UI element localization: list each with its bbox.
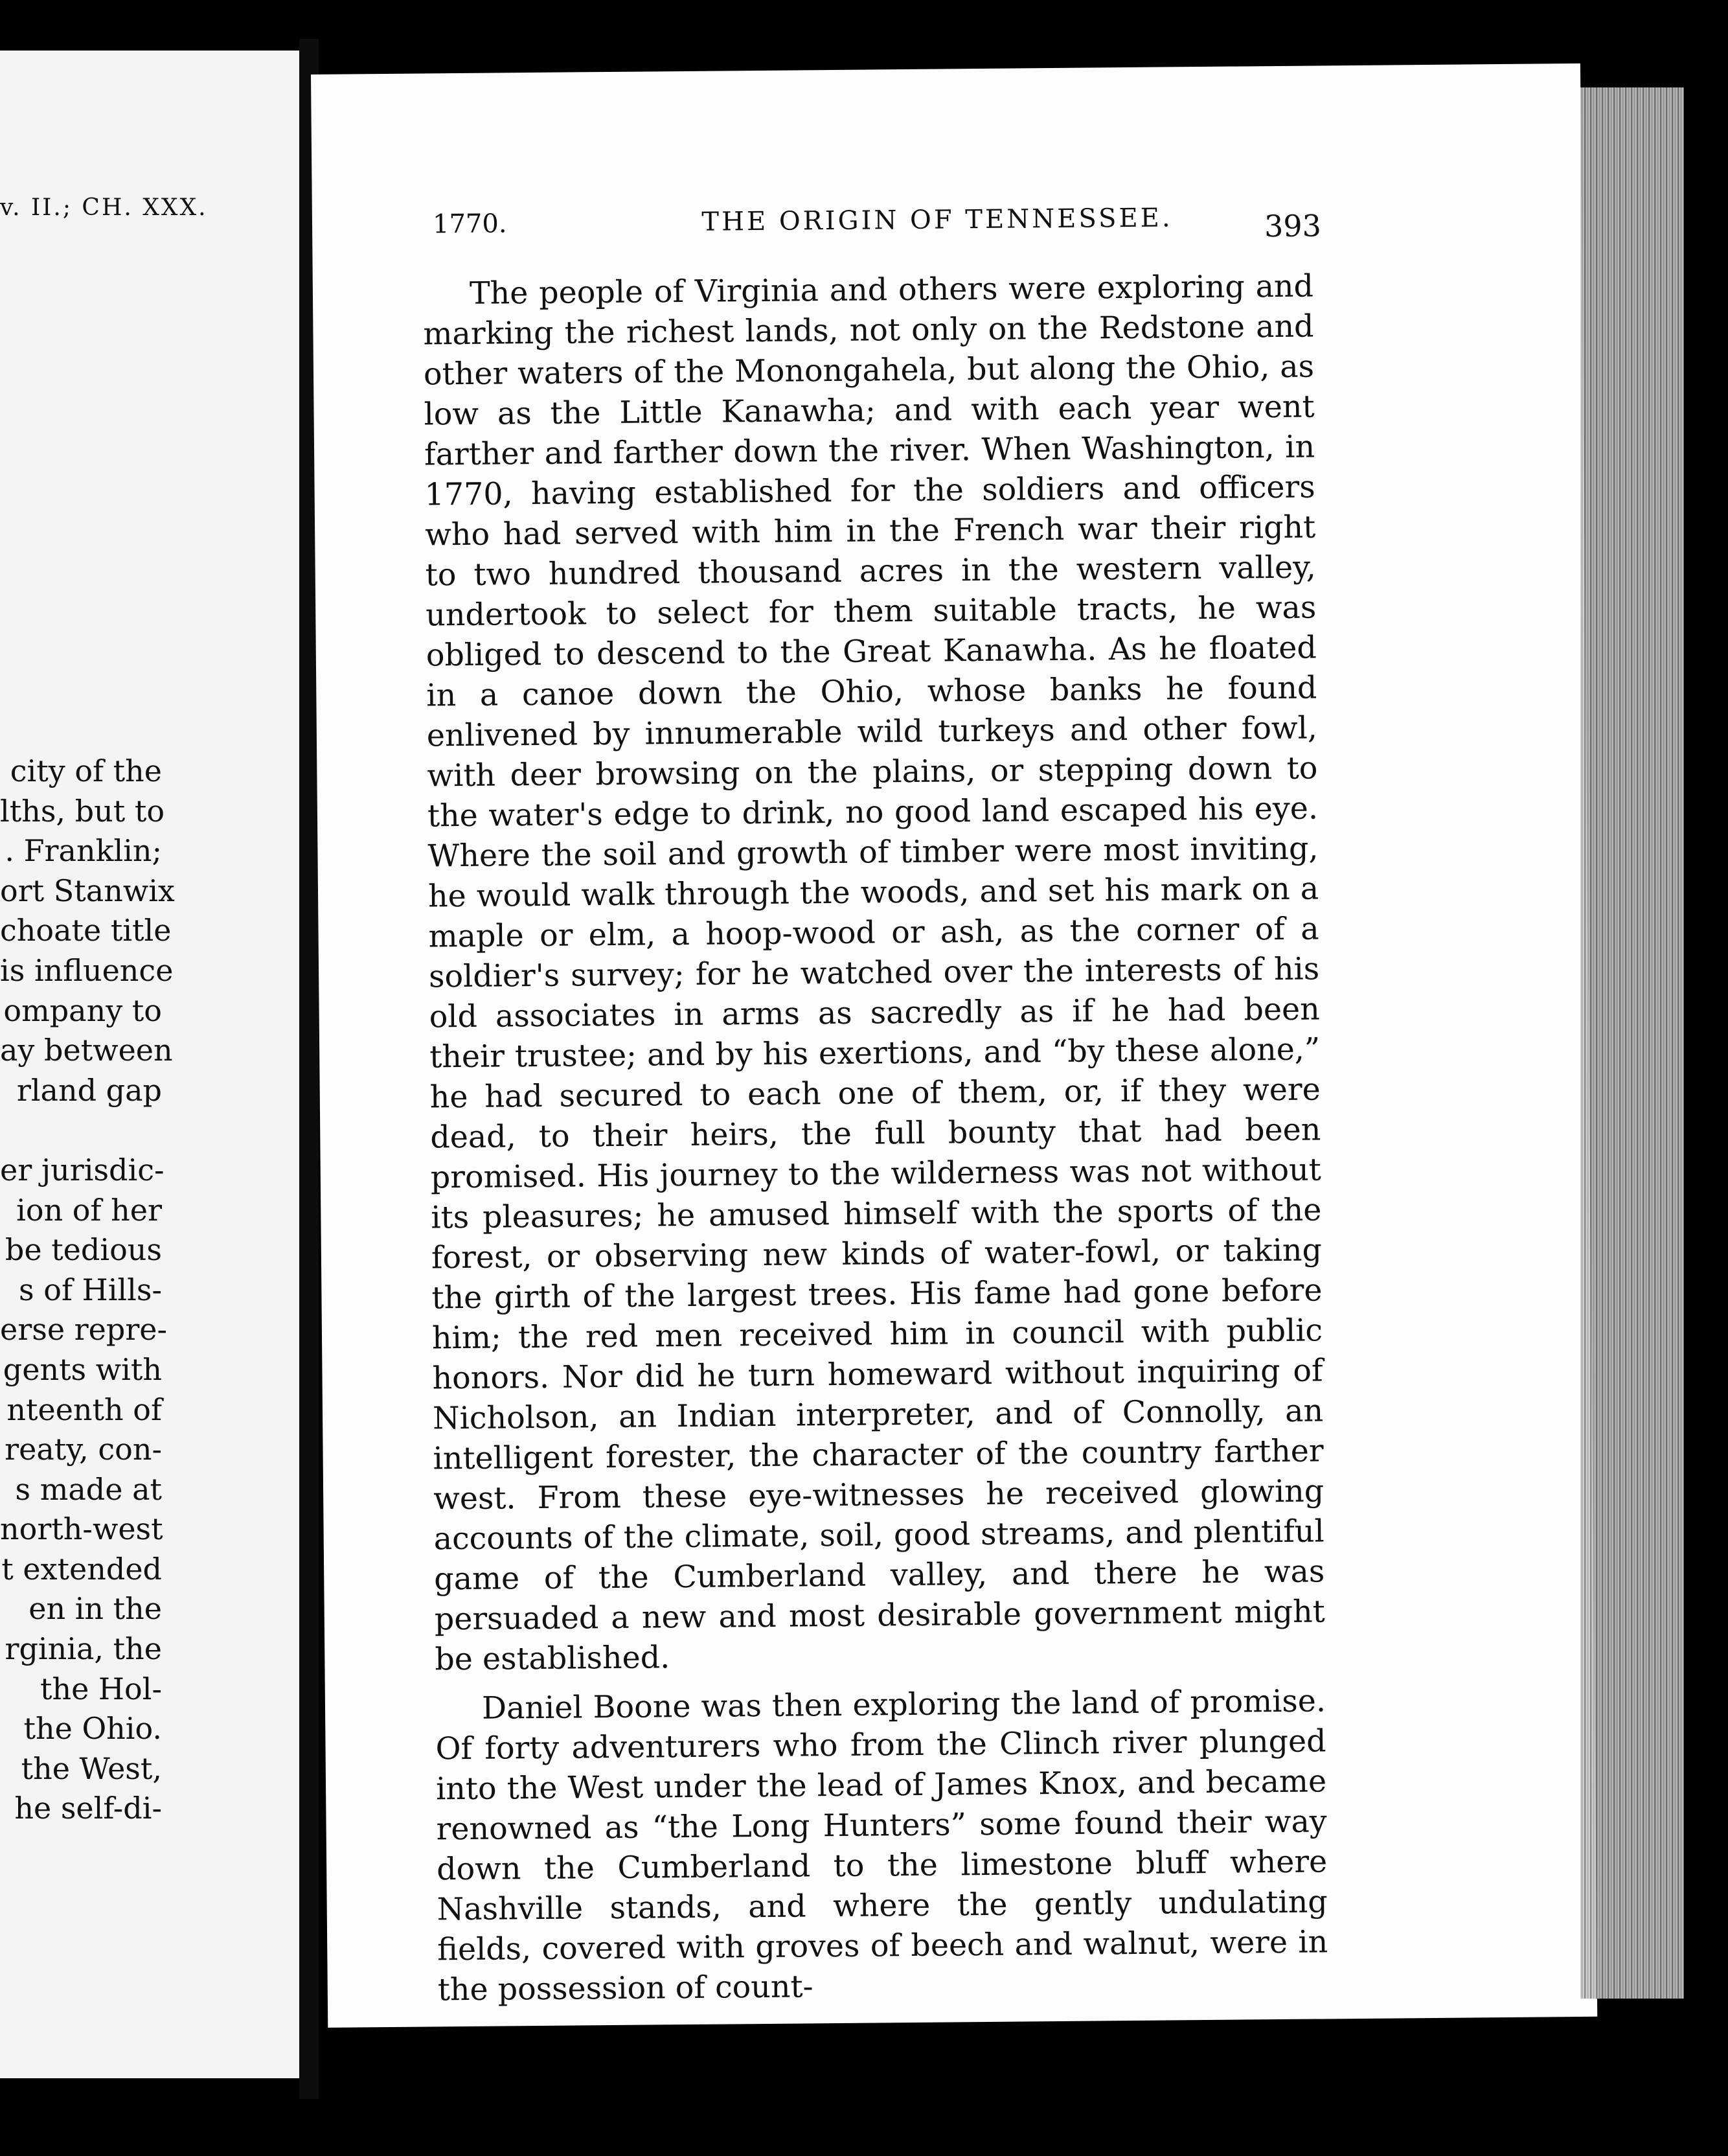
left-page-line: is influence	[0, 952, 174, 988]
left-page-line: ay between	[0, 1033, 173, 1068]
left-page-line: erse repre-	[0, 1312, 168, 1348]
paragraph-2: Daniel Boone was then exploring the land of promise. Of forty adventurers who from the Clinch river plunged into the West under the lead of James Knox, and became renowned as “the Long Hunters” some found their way down the Cumberland to the limestone bluff where Nashville stands, and where the gently undulating fields, covered with groves of beech and walnut, were in the possession of count-	[435, 1683, 1328, 2008]
left-page-line: . Franklin;	[5, 833, 162, 869]
left-page	[0, 51, 311, 2078]
body-text	[423, 267, 1328, 2011]
page-title: THE ORIGIN OF TENNESSEE.	[701, 203, 1173, 237]
left-page-line: choate title	[0, 913, 172, 948]
page-edge-stack	[1580, 87, 1684, 1999]
running-head	[312, 200, 1582, 256]
left-page-line: nteenth of	[6, 1392, 162, 1427]
left-page-line: north-west	[0, 1511, 163, 1547]
left-page-line: ompany to	[3, 992, 162, 1028]
left-page-line: s made at	[15, 1471, 162, 1507]
left-page-line: er jurisdic-	[0, 1152, 165, 1187]
right-page	[311, 63, 1597, 2028]
left-page-line: the West,	[21, 1750, 162, 1786]
left-page-line: gents with	[3, 1351, 162, 1387]
page-number: 393	[1264, 208, 1322, 244]
paragraph-1: The people of Virginia and others were exploring and marking the richest lands, not only on the Redstone and other waters of the Monongahela, but along the Ohio, as low as the Little Kanawha; and with each year went farther and farther down the river. When Washington, in 1770, having established for the soldiers and officers who had served with him in the French war their right to two hundred thousand acres in the western valley, undertook to select for them suitable tracts, he was obliged to descend to the Great Kanawha. As he floated in a canoe down the Ohio, whose banks he found enlivened by innumerable wild turkeys and other fowl, with deer browsing on the plains, or stepping down to the water's edge to drink, no good land escaped his eye. Where the soil and growth of timber were most inviting, he would walk through the woods, and set his mark on a maple or elm, a hoop-wood or ash, as the corner of a soldier's survey; for he watched over the interests of his old associates in arms as sacredly as if he had been their trustee; and by his exertions, and “by these alone,” he had secured to each one of them, or, if they were dead, to their heirs, the full bounty that had been promised. His journey to the wilderness was not without its pleasures; he amused himself with the sports of the forest, or observing new kinds of water-fowl, or taking the girth of the largest trees. His fame had gone before him; the red men received him in council with public honors. Nor did he turn homeward without inquiring of Nicholson, an Indian interpreter, and of Connolly, an intelligent forester, the character of the country farther west. From these eye-witnesses he received glowing accounts of the climate, soil, good streams, and plentiful game of the Cumberland valley, and there he was persuaded a new and most desirable government might be established.	[423, 268, 1326, 1678]
left-page-line: city of the	[10, 753, 162, 788]
left-page-line: he self-di-	[14, 1791, 162, 1826]
left-page-line: ion of her	[16, 1192, 162, 1228]
left-page-line	[0, 1110, 162, 1151]
left-page-line: reaty, con-	[5, 1432, 162, 1467]
left-page-line: the Ohio.	[23, 1711, 162, 1747]
left-running-head: v. II.; CH. XXX.	[0, 194, 208, 221]
left-page-line: en in the	[28, 1591, 162, 1627]
left-page-text	[0, 751, 175, 1829]
left-page-line: lths, but to	[0, 793, 165, 829]
left-page-line: ort Stanwix	[0, 873, 175, 908]
left-page-line: rland gap	[16, 1072, 162, 1108]
left-page-line: t extended	[1, 1551, 162, 1587]
left-page-line: the Hol-	[40, 1671, 162, 1706]
left-page-line: be tedious	[5, 1232, 162, 1268]
left-page-line: s of Hills-	[19, 1272, 162, 1307]
page-year: 1770.	[432, 209, 507, 240]
left-page-line: rginia, the	[5, 1631, 162, 1667]
